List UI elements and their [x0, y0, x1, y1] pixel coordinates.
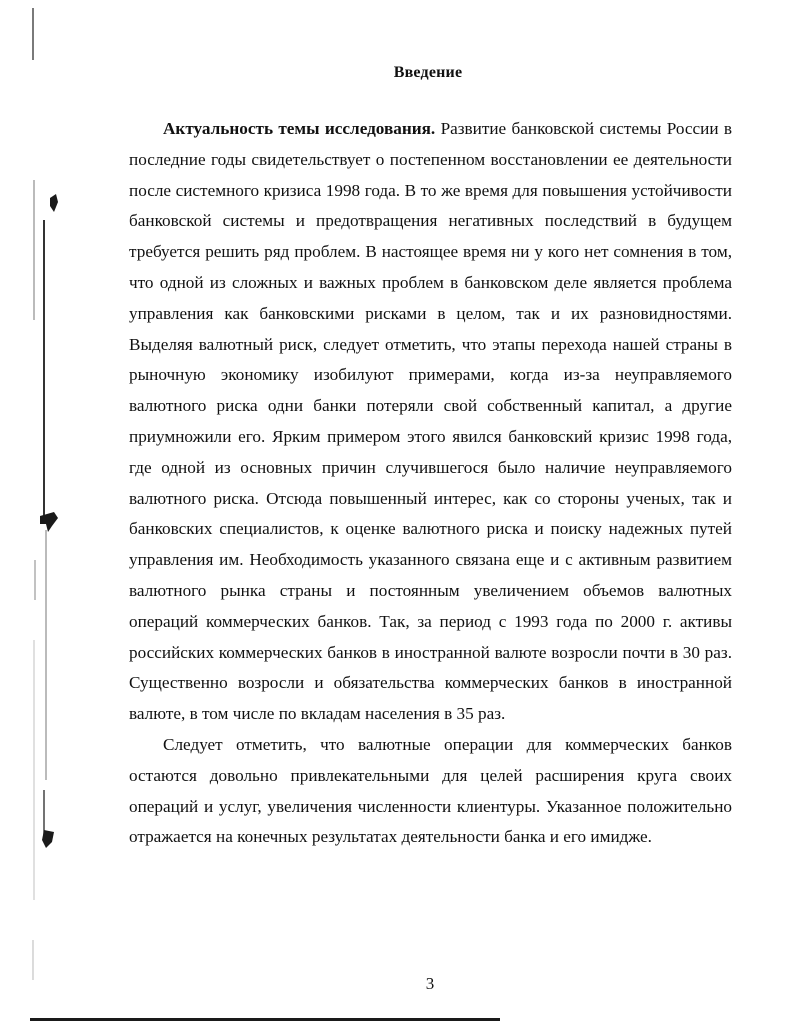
page-number: 3: [425, 974, 435, 993]
page-title: Введение: [393, 64, 463, 81]
paragraph-1-lead: Актуальность темы исследования.: [163, 119, 436, 138]
paragraph-2: Следует отметить, что валютные операции для коммерческих банков остаются довольно привлекательными для целей расширения круга своих операций и услуг, увеличения численности клиентуры. Указанное положительно отражается на конечных результатах деятельности банка и его имидже.: [129, 734, 732, 847]
scan-margin-artifacts: [0, 0, 80, 1025]
body-text: [129, 114, 732, 853]
paragraph-1-text: Развитие банковской системы России в последние годы свидетельствует о постепенном восстановлении ее деятельности после системного кризиса 1998 года. В то же время для повышения устойчивости банковской системы и предотвращения негативных последствий в будущем требуется решить ряд проблем. В настоящее время ни у кого нет сомнения в том, что одной из сложных и важных проблем в банковском деле является проблема управления как банковскими рисками в целом, так и их разновидностями. Выделяя валютный риск, следует отметить, что этапы перехода нашей страны в рыночную экономику изобилуют примерами, когда из-за неуправляемого валютного риска одни банки потеряли свой собственный капитал, а другие приумножили его. Ярким примером этого явился банковский кризис 1998 года, где одной из основных причин случившегося было наличие неуправляемого валютного риска. Отсюда повышенный интерес, как со стороны ученых, так и банковских специалистов, к оценке валютного риска и поиску надежных путей управления им. Необходимость указанного связана еще и с активным развитием валютного рынка страны и постоянным увеличением объемов валютных операций коммерческих банков. Так, за период с 1993 года по 2000 г. активы российских коммерческих банков в иностранной валюте возросли почти в 30 раз. Существенно возросли и обязательства коммерческих банков в иностранной валюте, в том числе по вкладам населения в 35 раз.: [129, 119, 732, 724]
paragraph-1: [129, 114, 732, 730]
scan-bottom-rule: [30, 1018, 500, 1021]
